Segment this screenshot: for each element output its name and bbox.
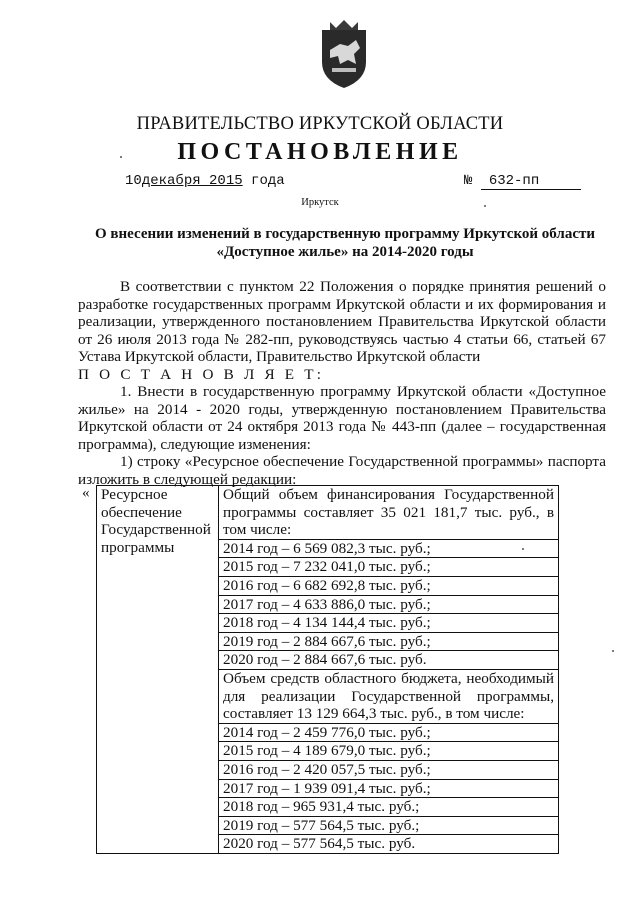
total-year-line: 2017 год – 4 633 886,0 тыс. руб.; [219,596,558,615]
total-year-line: 2016 год – 6 682 692,8 тыс. руб.; [219,577,558,596]
scan-speck [522,548,524,550]
document-heading: О внесении изменений в государственную программу Иркутской области «Доступное жилье» на 2014-2020 годы [94,226,596,260]
regional-year-line: 2019 год – 577 564,5 тыс. руб.; [219,817,558,836]
number-value: 632-пп [488,173,540,189]
document-number [464,173,581,190]
table-value-cell [219,486,559,854]
regional-year-line: 2018 год – 965 931,4 тыс. руб.; [219,798,558,817]
paragraph-item-1: 1. Внести в государственную программу Иркутской области «Доступное жилье» на 2014 - 2020 годы, утвержденную постановлением Правительства Иркутской области от 24 октября 2013 года № 443-пп (далее – государственная программа), следующие изменения: [78,383,606,453]
scan-speck [484,205,486,207]
document-type: ПОСТАНОВЛЕНИЕ [177,139,463,165]
paragraph-preamble: В соответствии с пунктом 22 Положения о порядке принятия решений о разработке государственных программ Иркутской области и их формирования и реализации, утвержденного постановлением Правительства Иркутской области от 26 июля 2013 года № 282-пп, руководствуясь частью 4 статьи 66, статьей 67 Устава Иркутской области, Правительство Иркутской области [78,278,606,366]
total-year-line: 2018 год – 4 134 144,4 тыс. руб.; [219,614,558,633]
regional-year-line: 2020 год – 577 564,5 тыс. руб. [223,835,416,853]
regional-funding-intro: Объем средств областного бюджета, необходимый для реализации Государственной программы, составляет 13 129 664,3 тыс. руб., в том числе: [219,670,558,724]
scan-speck [120,156,122,158]
regional-year-line: 2017 год – 1 939 091,4 тыс. руб.; [219,780,558,799]
resource-table [96,485,559,854]
number-sign: № [464,173,473,189]
table-row [97,486,559,854]
government-name: ПРАВИТЕЛЬСТВО ИРКУТСКОЙ ОБЛАСТИ [136,114,504,134]
coat-of-arms-icon [318,18,370,90]
table-label-cell [97,486,219,854]
open-quote: « [82,484,90,501]
document-date [125,173,285,189]
date-month-year: декабря 2015 [141,173,243,189]
paragraph-subitem-1: 1) строку «Ресурсное обеспечение Государственной программы» паспорта изложить в следующей редакции: [78,453,606,488]
city: Иркутск [301,197,339,208]
total-year-line: 2015 год – 7 232 041,0 тыс. руб.; [219,558,558,577]
regional-year-line: 2015 год – 4 189 679,0 тыс. руб.; [219,742,558,761]
total-funding-intro: Общий объем финансирования Государственной программы составляет 35 021 181,7 тыс. руб., в том числе: [219,486,558,540]
label-line: программы [101,538,175,556]
scan-speck [612,650,614,652]
regional-year-line: 2016 год – 2 420 057,5 тыс. руб.; [219,761,558,780]
date-day: 10 [125,173,142,189]
decree-word: П О С Т А Н О В Л Я Е Т: [78,366,325,383]
regional-year-line: 2014 год – 2 459 776,0 тыс. руб.; [219,724,558,743]
total-year-line: 2020 год – 2 884 667,6 тыс. руб. [219,651,558,670]
label-line: обеспечение [101,503,182,521]
total-year-line: 2019 год – 2 884 667,6 тыс. руб.; [219,633,558,652]
date-suffix: года [251,173,285,189]
label-line: Государственной [101,521,211,539]
label-line: Ресурсное [101,486,168,503]
total-year-line: 2014 год – 6 569 082,3 тыс. руб.; [219,540,558,559]
